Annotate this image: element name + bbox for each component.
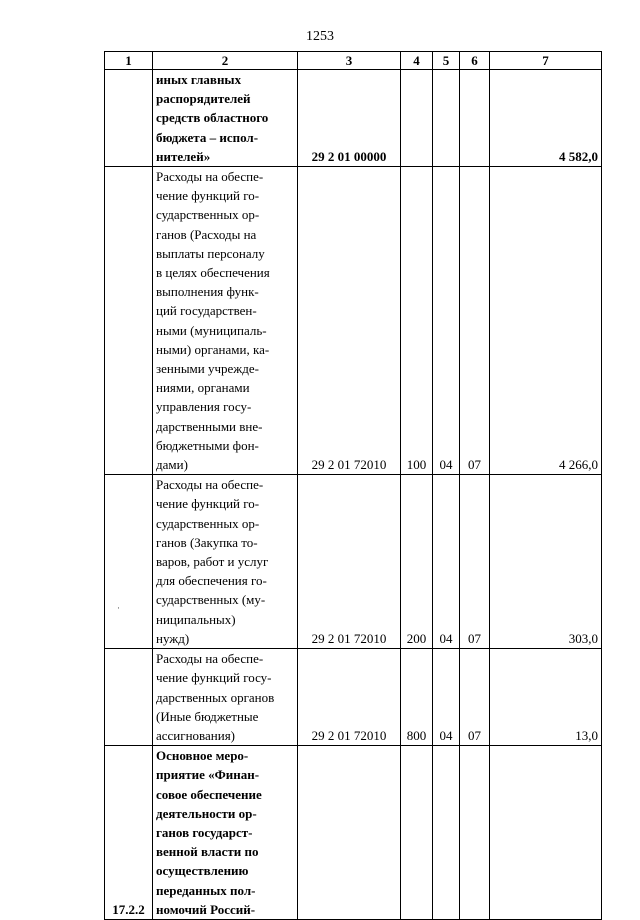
description-line: выполнения функ- — [156, 284, 259, 300]
page-number: 1253 — [306, 29, 334, 44]
table-row — [105, 70, 602, 167]
description-line: Основное меро- — [156, 748, 249, 764]
description-line: ассигнования) — [156, 727, 236, 743]
subsection-cell — [460, 746, 490, 920]
description-line: деятельности ор- — [156, 805, 257, 821]
description-cell — [153, 475, 298, 649]
subsection-cell: 07 — [460, 167, 490, 475]
header-col-1: 1 — [105, 52, 153, 70]
amount-cell: 13,0 — [490, 649, 602, 746]
description-line: приятие «Финан- — [156, 767, 260, 783]
amount-cell: 4 266,0 — [490, 167, 602, 475]
header-col-6: 6 — [460, 52, 490, 70]
description-line: ными (муниципаль- — [156, 322, 267, 338]
description-line: переданных пол- — [156, 882, 256, 898]
amount-cell — [490, 746, 602, 920]
description-line: нужд) — [156, 630, 190, 646]
code-cell: 29 2 01 72010 — [298, 649, 401, 746]
expense-type-cell — [401, 70, 433, 167]
header-col-2: 2 — [153, 52, 298, 70]
description-line: чение функций госу- — [156, 670, 272, 686]
description-line: (Иные бюджетные — [156, 708, 259, 724]
description-line: Расходы на обеспе- — [156, 477, 264, 493]
description-line: дами) — [156, 457, 188, 473]
description-line: сударственных (му- — [156, 592, 266, 608]
description-line: бюджетными фон- — [156, 437, 259, 453]
header-row — [105, 52, 602, 70]
description-line: средств областного — [156, 110, 269, 126]
header-col-4: 4 — [401, 52, 433, 70]
description-line: ганов (Расходы на — [156, 226, 257, 242]
section-cell: 04 — [433, 649, 460, 746]
description-line: венной власти по — [156, 844, 259, 860]
description-line: ниципальных) — [156, 611, 236, 627]
description-line: номочий Россий- — [156, 901, 256, 917]
header-col-5: 5 — [433, 52, 460, 70]
description-cell — [153, 70, 298, 167]
description-line: Расходы на обеспе- — [156, 651, 264, 667]
description-line: дарственными вне- — [156, 418, 263, 434]
table-row — [105, 475, 602, 649]
description-line: ганов (Закупка то- — [156, 534, 258, 550]
scan-mark: · — [117, 603, 120, 613]
code-cell: 29 2 01 00000 — [298, 70, 401, 167]
description-line: чение функций го- — [156, 188, 260, 204]
amount-cell: 4 582,0 — [490, 70, 602, 167]
description-cell — [153, 167, 298, 475]
table-body — [105, 70, 602, 920]
header-col-3: 3 — [298, 52, 401, 70]
subsection-cell: 07 — [460, 475, 490, 649]
description-line: варов, работ и услуг — [156, 554, 269, 570]
table-row — [105, 746, 602, 920]
description-line: сударственных ор- — [156, 515, 260, 531]
description-line: в целях обеспечения — [156, 265, 270, 281]
description-line: иных главных — [156, 72, 242, 87]
description-line: ными) органами, ка- — [156, 341, 270, 357]
description-line: для обеспечения го- — [156, 573, 267, 589]
description-line: совое обеспечение — [156, 786, 262, 802]
description-line: Расходы на обеспе- — [156, 169, 264, 185]
description-line: выплаты персоналу — [156, 245, 265, 261]
description-line: управления госу- — [156, 399, 252, 415]
description-cell — [153, 746, 298, 920]
description-line: ниями, органами — [156, 380, 250, 396]
expense-type-cell: 200 — [401, 475, 433, 649]
description-line: зенными учрежде- — [156, 361, 259, 377]
description-line: ций государствен- — [156, 303, 257, 319]
expense-type-cell — [401, 746, 433, 920]
subsection-cell: 07 — [460, 649, 490, 746]
expense-type-cell: 800 — [401, 649, 433, 746]
description-line: осуществлению — [156, 863, 249, 879]
description-line: дарственных органов — [156, 689, 275, 705]
code-cell — [298, 746, 401, 920]
row-number-cell: 17.2.2 — [105, 746, 153, 920]
description-line: ганов государст- — [156, 824, 253, 840]
section-cell: 04 — [433, 475, 460, 649]
section-cell: 04 — [433, 167, 460, 475]
budget-table — [104, 51, 602, 920]
amount-cell: 303,0 — [490, 475, 602, 649]
row-number-cell — [105, 649, 153, 746]
section-cell — [433, 746, 460, 920]
description-cell — [153, 649, 298, 746]
row-number-cell — [105, 167, 153, 475]
code-cell: 29 2 01 72010 — [298, 167, 401, 475]
row-number-cell — [105, 475, 153, 649]
subsection-cell — [460, 70, 490, 167]
description-line: сударственных ор- — [156, 207, 260, 223]
description-line: распорядителей — [156, 91, 251, 107]
description-line: чение функций го- — [156, 496, 260, 512]
row-number-cell — [105, 70, 153, 167]
section-cell — [433, 70, 460, 167]
header-col-7: 7 — [490, 52, 602, 70]
expense-type-cell: 100 — [401, 167, 433, 475]
table-row — [105, 649, 602, 746]
description-line: нителей» — [156, 148, 211, 164]
description-line: бюджета – испол- — [156, 129, 259, 145]
table-row — [105, 167, 602, 475]
code-cell: 29 2 01 72010 — [298, 475, 401, 649]
